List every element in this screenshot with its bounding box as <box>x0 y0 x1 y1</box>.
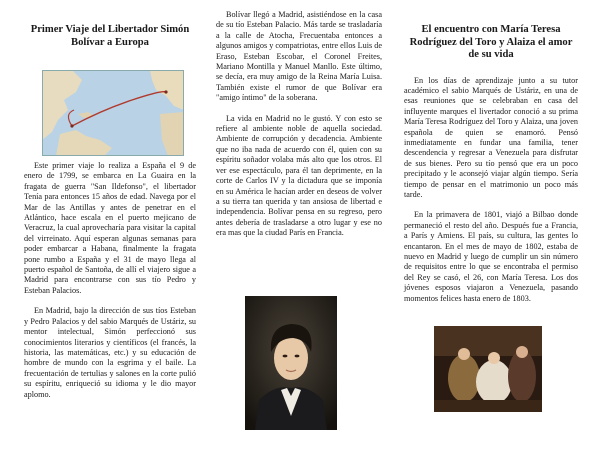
paragraph-madrid-education: En Madrid, bajo la dirección de sus tíos Esteban y Pedro Palacios y del sabio Marqués de Ustáriz, su mentor intelectual, Simón perfeccionó sus conocimientos literarios y científicos (el francés, la historia, las matemáticas, etc.) y su educación de hombre de mundo con la esgrima y el baile. La frecuentación de tertulias y salones en la corte pulió su espíritu, enriqueció su idioma y le dio mayor aplomo. <box>24 306 196 399</box>
section-title-maria-teresa: El encuentro con María Teresa Rodríguez del Toro y Alaiza el amor de su vida <box>409 24 573 60</box>
paragraph-meeting-maria-teresa: En los días de aprendizaje junto a su tutor académico el sabio Marqués de Ustáriz, en una de esas reuniones que se celebraban en casa del influyente marques el livertador conoció a su prima María Teresa Rodríguez del Toro y Alaiza, una joven española de quien se enamoró. Pensó inmediatamente en fundar una familia, tener descendencia y regresar a Venezuela para disfrutar de sus bienes. Pero su tío pensó que era un poco precipitado y le aconsejó viajar algún tiempo. Sería tiempo de pensar en el matrimonio un poco más tarde. <box>404 75 578 199</box>
paragraph-madrid-life: La vida en Madrid no le gustó. Y con esto se refiere al ambiente noble de aquella sociedad. Ambiente de corrupción y decadencia. Ambiente que no iba nada de acuerdo con él, quien con su espíritu soñador volaba más alto que los otros. El ver ese espectáculo, para él tan deprimente, en la corte de Carlos IV y la dictadura que se imponía en su América le hacían arder en deseos de volver a su tierra tan querida y tan ansiosa de libertad e independencia. Bolívar pensa en su regreso, pero antes debería de trasladarse a otro lugar y ese no era mas que la ciudad París en Francia. <box>216 113 382 238</box>
column-middle <box>216 0 382 239</box>
wedding-painting-image <box>434 326 542 412</box>
column-left <box>24 0 196 400</box>
voyage-map-image <box>42 70 184 156</box>
paragraph-madrid-arrival: Bolívar llegó a Madrid, asistiéndose en la casa de su tío Esteban Palacio. Más tarde se trasladaría a la calle de Atocha, Frecuentaba entonces a algunos amigos y compatriotas, entre ellos Luis de Eraso, Esteban Escobar, el Coronel Freites, Mariano Montilla y Manuel Manllo. Este último, se decía, era muy amigo de la Reina María Luisa. También existe el rumor de que Bolívar era "amigo íntimo" de la soberana. <box>216 10 382 103</box>
bolivar-portrait-image <box>245 296 337 430</box>
column-right <box>404 0 578 304</box>
paragraph-first-voyage: Este primer viaje lo realiza a España el 9 de enero de 1799, se embarca en La Guaira en la fragata de guerra "San Ildefonso", el libertador Tenía para entonces 15 años de edad. Navega por el Mar de las Antillas y antes de penetrar en el Atlántico, hace escala en el puerto mejicano de Veracruz, la cual aprovecharía para visitar la capital del virreinato. Aquí esperan algunas semanas para poder embarcar a Habana, finalmente la fragata pone rumbo a España y el 31 de mayo llega al puerto español de Santoña, de allí el viajero sigue a Madrid para encontrarse con sus tío Pedro y Esteban Palacios. <box>24 161 196 295</box>
paragraph-marriage: En la primavera de 1801, viajó a Bilbao donde permaneció el resto del año. Después fue a Francia, a París y Amiens. El país, su cultura, las gentes lo encantaron. En el mes de mayo de 1802, estaba de nuevo en Madrid y luego de cumplir un sin número de requisitos entre lo que se encontraba el permiso del Rey se casó, el 26, con María Teresa. Los dos jóvenes esposos viajaron a Venezuela, pasando momentos felices hasta enero de 1803. <box>404 210 578 303</box>
section-title-first-voyage: Primer Viaje del Libertador Simón Bolívar a Europa <box>30 24 190 48</box>
